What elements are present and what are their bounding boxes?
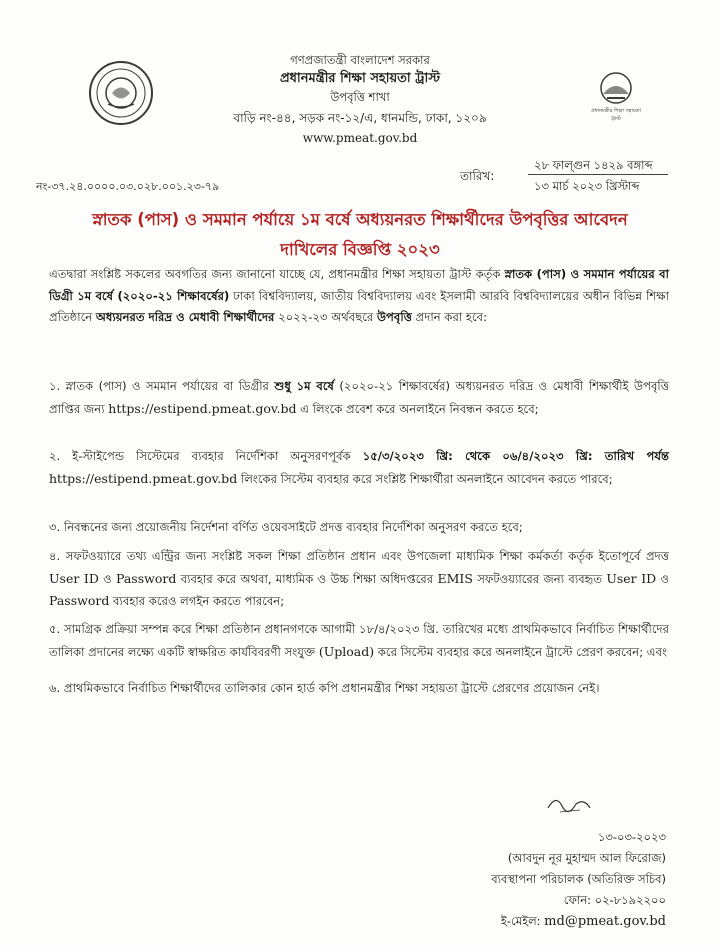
trust-logo-caption: প্রধানমন্ত্রীর শিক্ষা সহায়তা ট্রাস্ট [591,108,641,122]
instruction-item-5: ৫. সামগ্রিক প্রক্রিয়া সম্পন্ন করে শিক্ষা প্রতিষ্ঠান প্রধানগণকে আগামী ১৮/৪/২০২৩ খ্রি. তারিখের মধ্যে প্রাথমিকভাবে নির্বাচিত শিক্ষার্থীদের তালিকা প্রদানের লক্ষ্যে একটি স্বাক্ষরিত কার্যবিবরণী সংযুক্ত (Upload) করে সিস্টেম ব্যবহার করে অনলাইনে ট্রাস্টে প্রেরণ করবেন; এবং [49,622,669,659]
instruction-item-3: ৩. নিবন্ধনের জন্য প্রয়োজনীয় নির্দেশনা বর্ণিত ওয়েবসাইটে প্রদত্ত ব্যবহার নির্দেশিকা অনুসরণ করতে হবে; [49,520,523,534]
department-name: উপবৃত্তি শাখা [330,90,390,104]
government-name: গণপ্রজাতন্ত্রী বাংলাদেশ সরকার [290,53,430,67]
instruction-item-4: ৪. সফটওয়্যারে তথ্য এন্ট্রির জন্য সংশ্লিষ্ট সকল শিক্ষা প্রতিষ্ঠান প্রধান এবং উপজেলা মাধ্যমিক শিক্ষা কর্মকর্তা কর্তৃক ইতোপূর্বে প্রদত্ত User ID ও Password ব্যবহার করে অথবা, মাধ্যমিক ও উচ্চ শিক্ষা অধিদপ্তরের EMIS সফটওয়্যারের জন্য ব্যবহৃত User ID ও Password ব্যবহার করেও লগইন করতে পারবেন; [49,549,670,608]
date-divider [528,174,668,175]
signature-date: ১৩-০৩-২০২৩ [597,830,666,844]
instruction-item-6: ৬. প্রাথমিকভাবে নির্বাচিত শিক্ষার্থীদের তালিকার কোন হার্ড কপি প্রধানমন্ত্রীর শিক্ষা সহায়তা ট্রাস্টে প্রেরণের প্রয়োজন নেই। [49,681,600,695]
date-bangla: ২৮ ফাল্গুন ১৪২৯ বঙ্গাব্দ [534,158,653,172]
notice-title-line2: দাখিলের বিজ্ঞপ্তি ২০২৩ [280,240,440,259]
email-link[interactable]: md@pmeat.gov.bd [544,914,666,929]
signature-icon [540,790,600,820]
signatory-phone: ফোন: ০২-৮১৯২২০০ [563,893,666,907]
intro-paragraph: এতদ্বারা সংশ্লিষ্ট সকলের অবগতির জন্য জানানো যাচ্ছে যে, প্রধানমন্ত্রীর শিক্ষা সহায়তা ট্রাস্ট কর্তৃক স্নাতক (পাস) ও সমমান পর্যায়ের বা ডিগ্রী ১ম বর্ষে (২০২০-২১ শিক্ষাবর্ষের) ঢাকা বিশ্ববিদ্যালয়, জাতীয় বিশ্ববিদ্যালয় এবং ইসলামী আরবি বিশ্ববিদ্যালয়ের অধীন বিভিন্ন শিক্ষা প্রতিষ্ঠানে অধ্যয়নরত দরিদ্র ও মেধাবী শিক্ষার্থীদের ২০২২-২৩ অর্থবছরে উপবৃত্তি প্রদান করা হবে: [49,267,669,324]
instruction-item-2: ২. ই-স্টাইপেন্ড সিস্টেমের ব্যবহার নির্দেশিকা অনুসরণপূর্বক ১৫/৩/২০২৩ খ্রি: থেকে ০৬/৪/২০২৩ খ্রি: তারিখ পর্যন্ত https://estipend.pmeat.gov.bd লিংকের সিস্টেম ব্যবহার করে সংশ্লিষ্ট শিক্ষার্থীরা অনলাইনে আবেদন করতে পারবে; [49,449,669,486]
estipend-link[interactable]: https://estipend.pmeat.gov.bd [108,400,297,416]
signatory-designation: ব্যবস্থাপনা পরিচালক (অতিরিক্ত সচিব) [491,872,666,886]
signatory-name: (আবদুন নূর মুহাম্মদ আল ফিরোজ) [507,851,666,865]
trust-name: প্রধানমন্ত্রীর শিক্ষা সহায়তা ট্রাস্ট [279,71,441,86]
address: বাড়ি নং-৪৪, সড়ক নং-১২/এ, ধানমন্ডি, ঢাকা, ১২০৯ [233,111,487,125]
memo-number: নং-৩৭.২৪.০০০০.০৩.০২৮.০০১.২৩-৭৯ [36,180,220,193]
signatory-email: ই-মেইল: md@pmeat.gov.bd [500,914,666,929]
date-label: তারিখ: [460,169,495,183]
notice-title: স্নাতক (পাস) ও সমমান পর্যায়ে ১ম বর্ষে অধ্যয়নরত শিক্ষার্থীদের উপবৃত্তির আবেদন [92,210,628,229]
website-link[interactable]: www.pmeat.gov.bd [302,131,418,145]
instruction-item-1: ১. স্নাতক (পাস) ও সমমান পর্যায়ের বা ডিগ্রীর শুধু ১ম বর্ষে (২০২০-২১ শিক্ষাবর্ষের) অধ্যয়নরত দরিদ্র ও মেধাবী শিক্ষার্থীই উপবৃত্তি প্রাপ্তির জন্য https://estipend.pmeat.gov.bd এ লিংকে প্রবেশ করে অনলাইনে নিবন্ধন করতে হবে; [49,379,670,416]
date-gregorian: ১৩ মার্চ ২০২৩ খ্রিস্টাব্দ [534,179,640,193]
estipend-link[interactable]: https://estipend.pmeat.gov.bd [49,470,238,486]
